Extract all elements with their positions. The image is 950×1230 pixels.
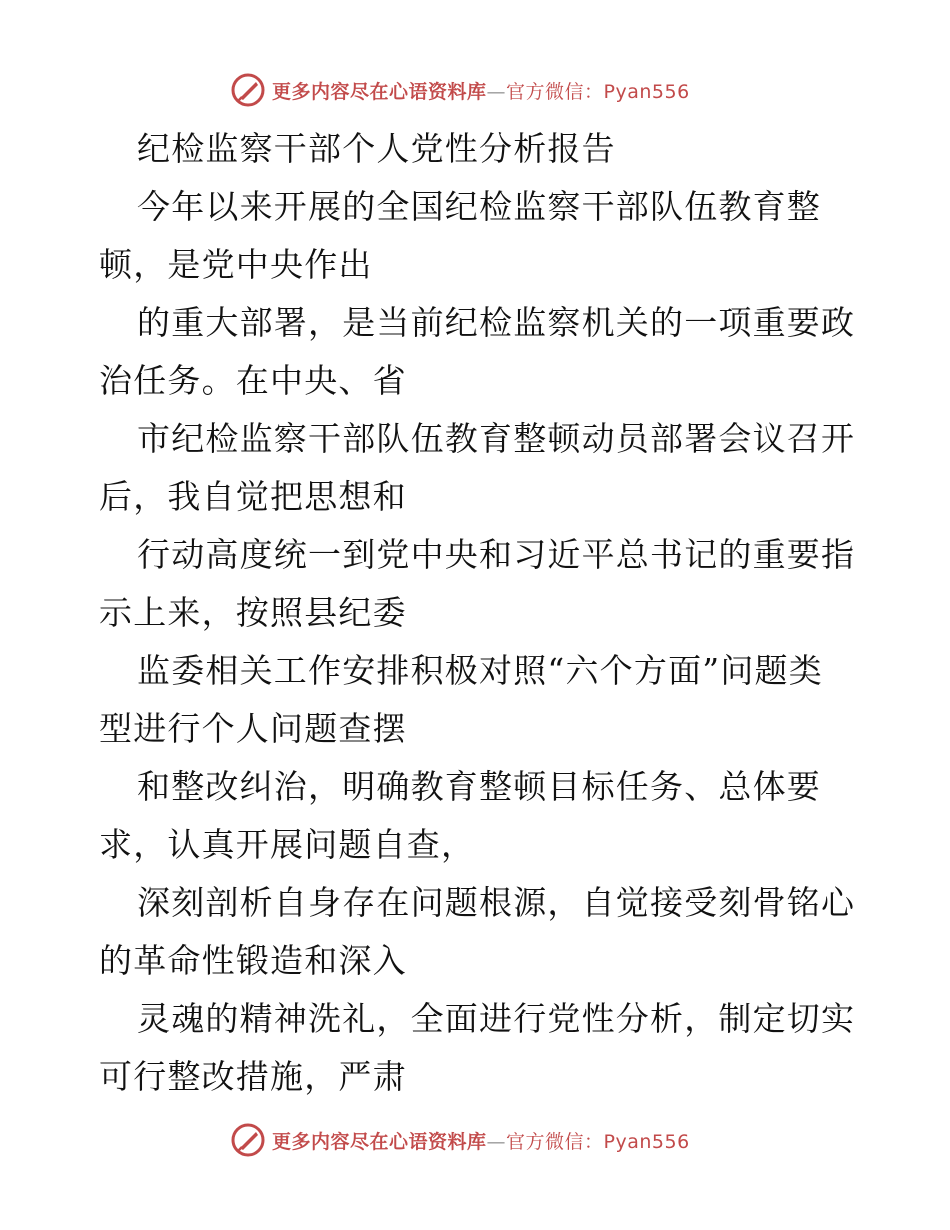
paragraph-line: 示上来，按照县纪委: [99, 593, 407, 632]
header-watermark-banner: [230, 70, 750, 110]
paragraph-line: 的革命性锻造和深入: [99, 941, 407, 980]
paragraph-line: 市纪检监察干部队伍教育整顿动员部署会议召开: [137, 419, 856, 458]
banner-lead-text: 更多内容尽在心语资料库: [272, 1130, 487, 1153]
banner-wechat-id: Pyan556: [603, 80, 690, 103]
banner-text: [272, 77, 690, 104]
paragraph-line: 型进行个人问题查摆: [99, 709, 407, 748]
banner-wechat-id: Pyan556: [603, 1130, 690, 1153]
paragraph-line: 求，认真开展问题自查，: [99, 825, 476, 864]
paragraph-line: 深刻剖析自身存在问题根源，自觉接受刻骨铭心: [137, 883, 856, 922]
document-title: 纪检监察干部个人党性分析报告: [137, 129, 616, 168]
paragraph-line: 行动高度统一到党中央和习近平总书记的重要指: [137, 535, 856, 574]
document-body: [99, 120, 859, 1106]
paragraph-line: 治任务。在中央、省: [99, 361, 407, 400]
paragraph-line: 监委相关工作安排积极对照“六个方面”问题类: [137, 651, 823, 690]
banner-wechat-label: 官方微信：: [506, 1130, 604, 1153]
banner-wechat-label: 官方微信：: [506, 80, 604, 103]
banner-lead-text: 更多内容尽在心语资料库: [272, 80, 487, 103]
banner-text: [272, 1127, 690, 1154]
paragraph-line: 顿，是党中央作出: [99, 245, 373, 284]
paragraph-line: 今年以来开展的全国纪检监察干部队伍教育整: [137, 187, 821, 226]
footer-watermark-banner: [230, 1120, 750, 1160]
paragraph-line: 和整改纠治，明确教育整顿目标任务、总体要: [137, 767, 821, 806]
banner-separator: —: [486, 1130, 507, 1153]
paragraph-line: 的重大部署，是当前纪检监察机关的一项重要政: [137, 303, 856, 342]
quill-logo-icon: [230, 72, 266, 108]
paragraph-line: 可行整改措施，严肃: [99, 1057, 407, 1096]
banner-separator: —: [486, 80, 507, 103]
paragraph-line: 灵魂的精神洗礼，全面进行党性分析，制定切实: [137, 999, 856, 1038]
paragraph-line: 后，我自觉把思想和: [99, 477, 407, 516]
quill-logo-icon: [230, 1122, 266, 1158]
